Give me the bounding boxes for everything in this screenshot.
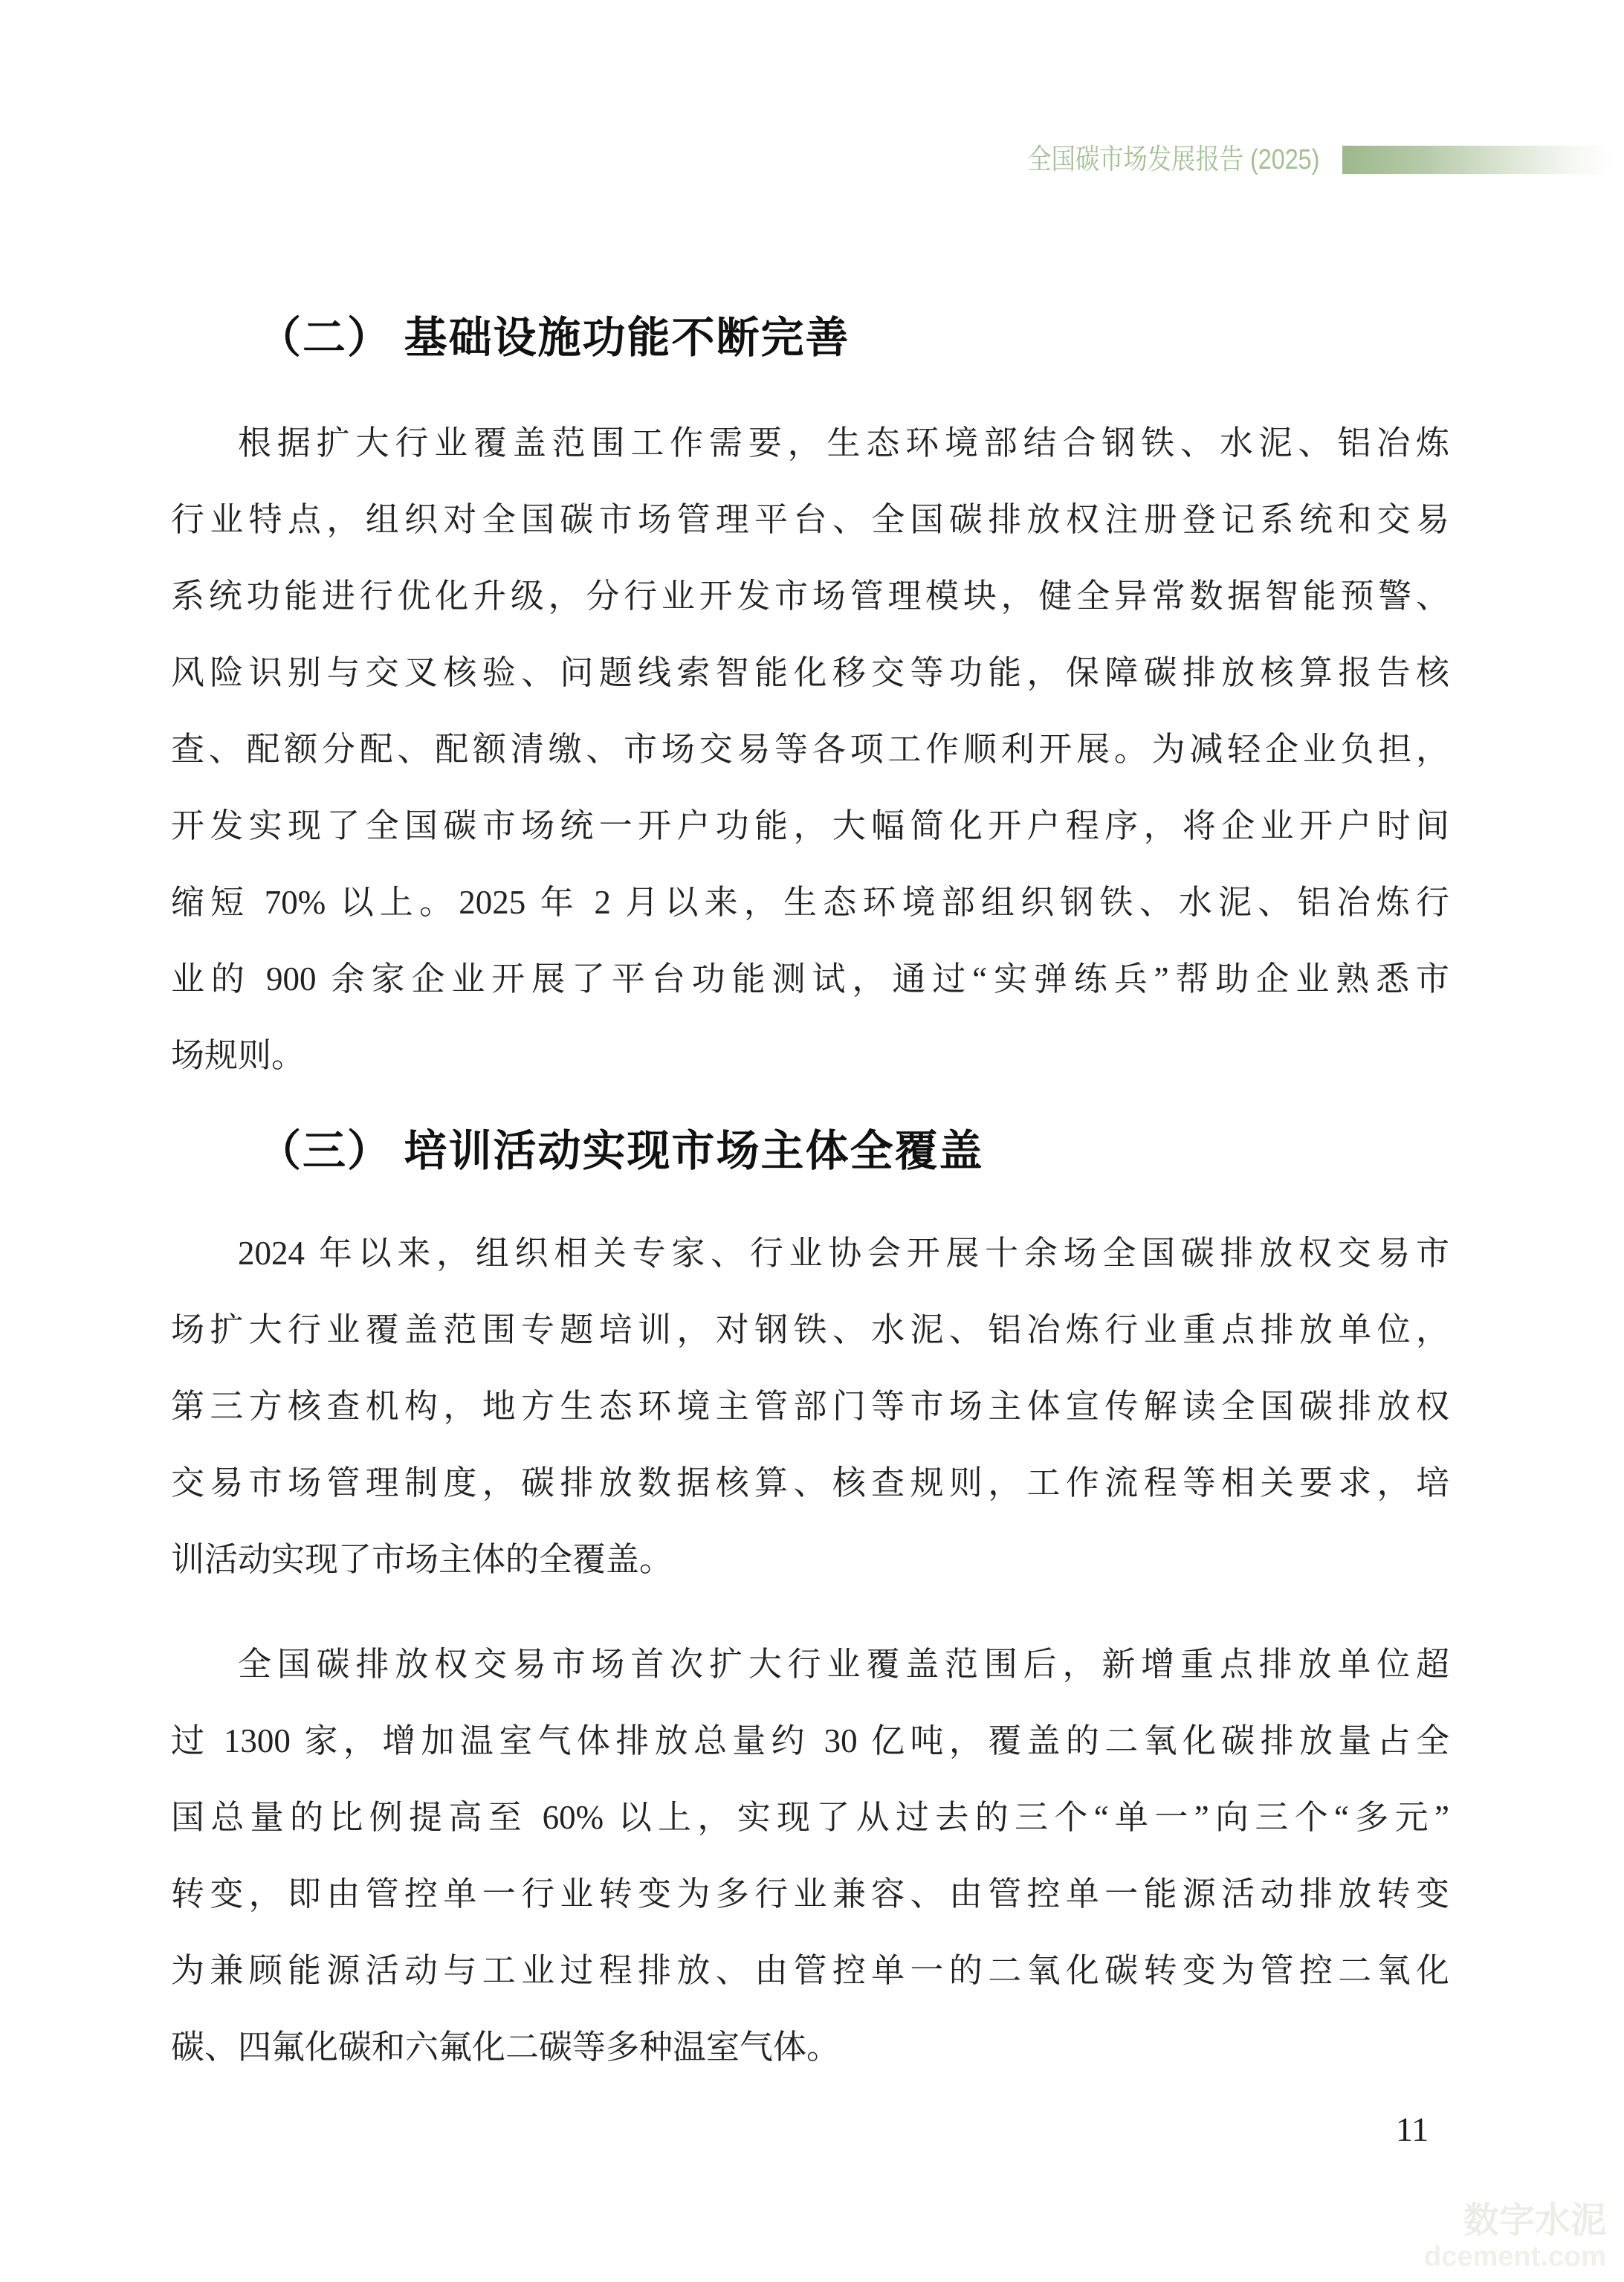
paragraph-training <box>171 1215 1449 1598</box>
running-header <box>0 144 1624 175</box>
body-text-line: 第三方核查机构，地方生态环境主管部门等市场主体宣传解读全国碳排放权 <box>171 1388 1449 1425</box>
section-heading-training: （三） 培训活动实现市场主体全覆盖 <box>258 1127 984 1175</box>
body-text-line: 转变，即由管控单一行业转变为多行业兼容、由管控单一能源活动排放转变 <box>171 1875 1449 1913</box>
section-heading-infrastructure: （二） 基础设施功能不断完善 <box>258 314 850 362</box>
body-text-line: 系统功能进行优化升级，分行业开发市场管理模块，健全异常数据智能预警、 <box>171 578 1449 615</box>
body-text-line: 2024 年以来，组织相关专家、行业协会开展十余场全国碳排放权交易市 <box>238 1235 1449 1272</box>
running-header-title: 全国碳市场发展报告 (2025) <box>1026 144 1319 175</box>
body-text-line: 过 1300 家，增加温室气体排放总量约 30 亿吨，覆盖的二氧化碳排放量占全 <box>171 1722 1449 1759</box>
body-text-line: 国总量的比例提高至 60% 以上，实现了从过去的三个“单一”向三个“多元” <box>171 1799 1449 1836</box>
body-text-line: 碳、四氟化碳和六氟化二碳等多种温室气体。 <box>171 2029 841 2066</box>
body-text-line: 缩短 70% 以上。2025 年 2 月以来，生态环境部组织钢铁、水泥、铝冶炼行 <box>171 884 1449 921</box>
paragraph-expansion-results <box>171 1626 1449 2086</box>
body-text-line: 根据扩大行业覆盖范围工作需要，生态环境部结合钢铁、水泥、铝冶炼 <box>238 424 1449 462</box>
body-text-line: 为兼顾能源活动与工业过程排放、由管控单一的二氧化碳转变为管控二氧化 <box>171 1952 1449 1989</box>
watermark-domain: dcement.com <box>1424 2241 1606 2272</box>
body-text-line: 风险识别与交叉核验、问题线索智能化移交等功能，保障碳排放核算报告核 <box>171 654 1449 691</box>
watermark-title: 数字水泥 <box>1463 2201 1606 2240</box>
watermark <box>1424 2202 1606 2273</box>
body-text-line: 查、配额分配、配额清缴、市场交易等各项工作顺利开展。为减轻企业负担， <box>171 731 1449 768</box>
paragraph-infrastructure <box>171 405 1449 1094</box>
body-text-line: 开发实现了全国碳市场统一开户功能，大幅简化开户程序，将企业开户时间 <box>171 807 1449 844</box>
body-text-line: 行业特点，组织对全国碳市场管理平台、全国碳排放权注册登记系统和交易 <box>171 501 1449 538</box>
body-text-line: 训活动实现了市场主体的全覆盖。 <box>171 1541 673 1578</box>
header-gradient-bar <box>1342 146 1624 174</box>
body-text-line: 业的 900 余家企业开展了平台功能测试，通过“实弹练兵”帮助企业熟悉市 <box>171 960 1449 998</box>
body-text-line: 场扩大行业覆盖范围专题培训，对钢铁、水泥、铝冶炼行业重点排放单位， <box>171 1311 1449 1348</box>
body-text-line: 全国碳排放权交易市场首次扩大行业覆盖范围后，新增重点排放单位超 <box>238 1646 1449 1683</box>
page-number: 11 <box>1396 2110 1429 2148</box>
body-text-line: 场规则。 <box>171 1037 305 1074</box>
body-text-line: 交易市场管理制度，碳排放数据核算、核查规则，工作流程等相关要求，培 <box>171 1464 1449 1502</box>
